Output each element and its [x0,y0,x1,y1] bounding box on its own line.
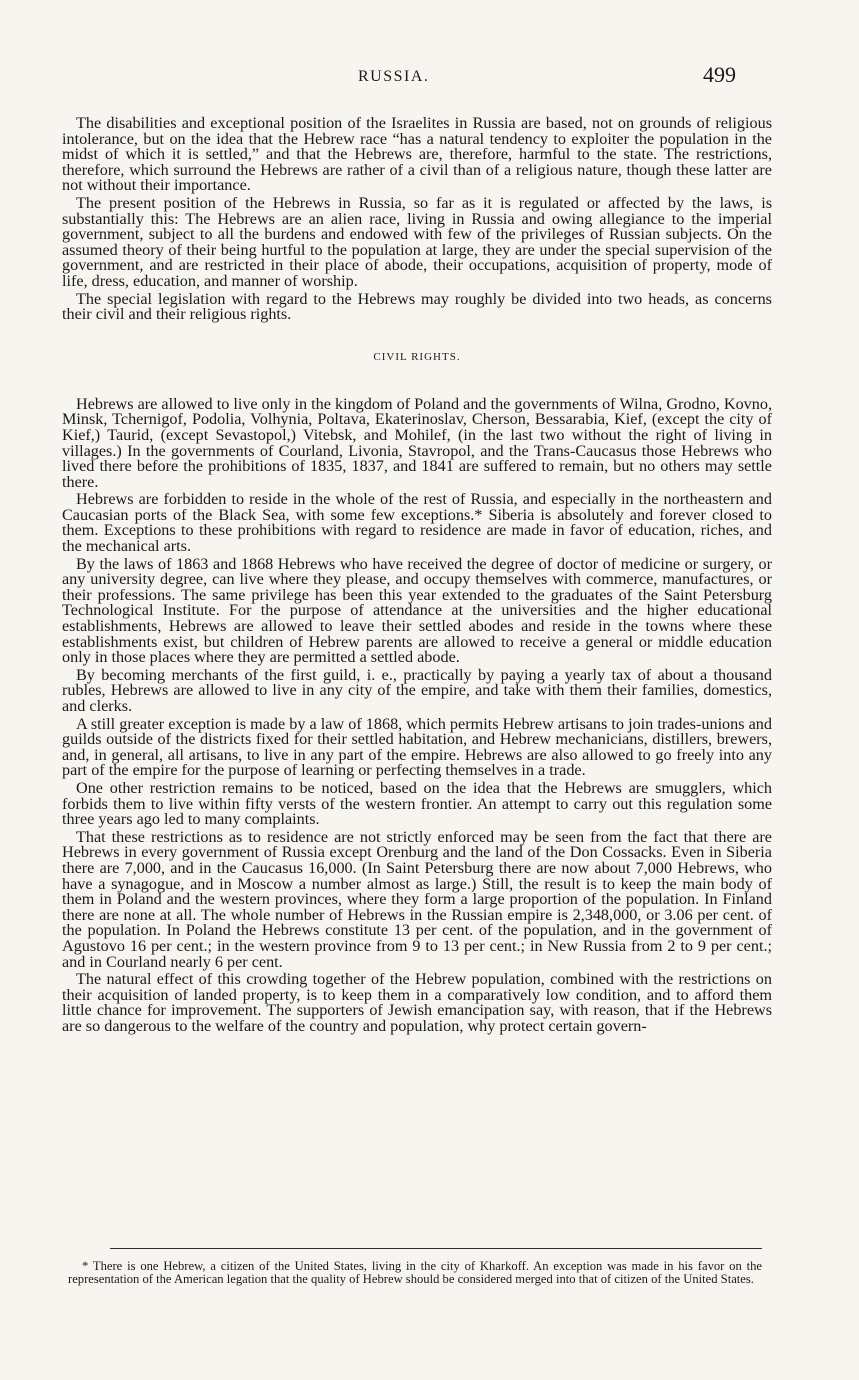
section-heading: CIVIL RIGHTS. [373,350,461,363]
paragraph: That these restrictions as to residence are not strictly enforced may be seen from the fact that there are Hebrews in every government of Russia except Orenburg and the land of the Don Cossacks. Even in Siberia there are 7,000, and in the Caucasus 16,000. (In Saint Petersburg there are now about 7,000 Hebrews, who have a synagogue, and in Moscow a number almost as large.) Still, the result is to keep the main body of them in Poland and the western provinces, where they form a large proportion of the population. In Finland there are none at all. The whole number of Hebrews in the Russian empire is 2,348,000, or 3.06 per cent. of the population. In Poland the Hebrews constitute 13 per cent. of the population, and in the government of Agustovo 16 per cent.; in the western province from 9 to 13 per cent.; in New Russia from 2 to 9 per cent.; and in Courland nearly 6 per cent. [62,827,772,971]
footnote-rule [110,1248,762,1249]
paragraph: The special legislation with regard to the Hebrews may roughly be divided into two heads, as concerns their civil and their religious rights. [62,289,772,324]
page-header [0,62,859,92]
running-head: RUSSIA. [358,68,430,85]
paragraph: The disabilities and exceptional position of the Israelites in Russia are based, not on grounds of religious intolerance, but on the idea that the Hebrew race “has a natural tendency to exploiter the population in the midst of which it is settled,” and that the Hebrews are, therefore, harmful to the state. The restrictions, therefore, which surround the Hebrews are rather of a civil than of a religious nature, though these latter are not without their importance. [62,114,772,195]
body-text [62,116,772,1036]
paragraph: By the laws of 1863 and 1868 Hebrews who have received the degree of doctor of medicine or surgery, or any university degree, can live where they please, and occupy themselves with commerce, manufactures, or their professions. The same privilege has been this year extended to the graduates of the Saint Petersburg Technological Institute. For the purpose of attendance at the universities and the higher educational establishments, Hebrews are allowed to leave their settled abodes and reside in the towns where these establishments exist, but children of Hebrew parents are allowed to receive a general or middle education only in those places where they are permitted a settled abode. [62,554,772,667]
paragraph: The present position of the Hebrews in Russia, so far as it is regulated or affected by the laws, is substantially this: The Hebrews are an alien race, living in Russia and owing allegiance to the imperial government, subject to all the burdens and endowed with few of the privileges of Russian subjects. On the assumed theory of their being hurtful to the population at large, they are under the special supervision of the government, and are restricted in their place of abode, their occupations, acquisition of property, mode of life, dress, education, and manner of worship. [62,193,772,290]
footnote: * There is one Hebrew, a citizen of the United States, living in the city of Kharkoff. An exception was made in his favor on the representation of the American legation that the quality of Hebrew should be considered merged into that of citizen of the United States. [68,1259,762,1286]
paragraph: By becoming merchants of the first guild, i. e., practically by paying a yearly tax of about a thousand rubles, Hebrews are allowed to live in any city of the empire, and take with them their families, domestics, and clerks. [62,665,772,715]
paragraph: The natural effect of this crowding together of the Hebrew population, combined with the restrictions on their acquisition of landed property, is to keep them in a comparatively low condition, and to afford them little chance for improvement. The supporters of Jewish emancipation say, with reason, that if the Hebrews are so dangerous to the welfare of the country and population, why protect certain govern- [62,970,772,1035]
page-number: 499 [703,62,736,87]
paragraph: Hebrews are forbidden to reside in the whole of the rest of Russia, and especially in the northeastern and Caucasian ports of the Black Sea, with some few exceptions.* Siberia is absolutely and forever closed to them. Exceptions to these prohibitions with regard to residence are made in favor of education, riches, and the mechanical arts. [62,490,772,556]
paragraph: A still greater exception is made by a law of 1868, which permits Hebrew artisans to join trades-unions and guilds outside of the districts fixed for their settled habitation, and Hebrew mechanicians, distillers, brewers, and, in general, all artisans, to live in any part of the empire. Hebrews are also allowed to go freely into any part of the empire for the purpose of learning or perfecting themselves in a trade. [62,714,772,780]
paragraph: Hebrews are allowed to live only in the kingdom of Poland and the governments of Wilna, Grodno, Kovno, Minsk, Tchernigof, Podolia, Volhynia, Poltava, Ekaterinoslav, Cherson, Bessarabia, Kief, (except the city of Kief,) Taurid, (except Sevastopol,) Vitebsk, and Mohilef, (in the last two without the right of living in villages.) In the governments of Courland, Livonia, Stavropol, and the Trans-Caucasus those Hebrews who lived there before the prohibitions of 1835, 1837, and 1841 are suffered to remain, but no others may settle there. [62,394,772,491]
paragraph: One other restriction remains to be noticed, based on the idea that the Hebrews are smugglers, which forbids them to live within fifty versts of the western frontier. An attempt to carry out this regulation some three years ago led to many complaints. [62,778,772,829]
